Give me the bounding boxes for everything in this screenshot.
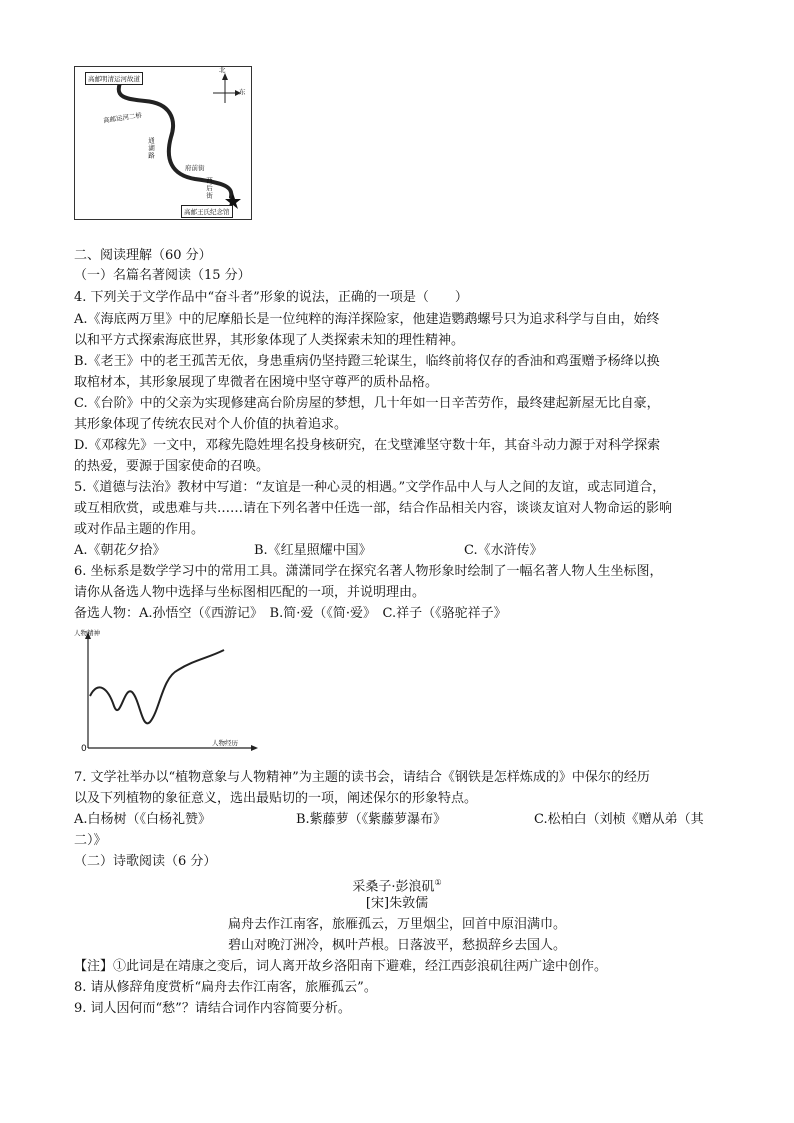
graph-life-curve (90, 650, 224, 723)
life-graph-drawing (78, 630, 278, 760)
part2-heading: （二）诗歌阅读（6 分） (74, 854, 217, 869)
graph-origin-label: 0 (81, 744, 87, 754)
q7-line1: 7. 文学社举办以“植物意象与人物精神”为主题的读书会，请结合《钢铁是怎样炼成的》中保尔的经历 (74, 770, 650, 785)
q7-option-c-cont: 二）》 (74, 833, 107, 848)
route-map-drawing (75, 67, 251, 219)
graph-x-label: 人物经历 (212, 739, 238, 747)
q6-line3: 备选人物：A.孙悟空（《西游记》 B.简·爱（《简·爱》 C.祥子（《骆驼祥子》 (74, 606, 507, 621)
q4-option-d-line2: 的热爱，要源于国家使命的召唤。 (74, 459, 270, 474)
q4-option-b-line2: 取棺材本，其形象展现了卑微者在困境中坚守尊严的质朴品格。 (74, 375, 439, 390)
q9-question: 9. 词人因何而“愁”？请结合词作内容简要分析。 (74, 1001, 351, 1016)
q5-option-a: A.《朝花夕拾》 (74, 543, 166, 558)
q7-option-c: C.松柏白（刘桢《赠从弟（其 (534, 812, 704, 827)
q4-option-d-line1: D.《邓稼先》一文中，邓稼先隐姓埋名投身核研究，在戈壁滩坚守数十年，其奋斗动力源于对科学探索 (74, 438, 661, 453)
q5-line3: 或对作品主题的作用。 (74, 522, 205, 537)
q4-option-b-line1: B.《老王》中的老王孤苦无依，身患重病仍坚持蹬三轮谋生，临终前将仅存的香油和鸡蛋赠予杨绛以换 (74, 354, 660, 369)
map-bridge-label: 高邮运河二桥 (102, 111, 143, 125)
map-road2-label: 府前街 (185, 164, 205, 172)
life-coordinate-graph (74, 629, 278, 760)
q6-line1: 6. 坐标系是数学学习中的常用工具。潇潇同学在探究名著人物形象时绘制了一幅名著人物人生坐标图， (74, 564, 663, 579)
q4-option-c-line1: C.《台阶》中的父亲为实现修建高台阶房屋的梦想，几十年如一日辛苦劳作，最终建起新屋无比自豪， (74, 396, 660, 411)
poem-annotation: 【注】①此词是在靖康之变后，词人离开故乡洛阳南下避难，经江西彭浪矶往两广途中创作。 (74, 959, 608, 974)
q4-option-c-line2: 其形象体现了传统农民对个人价值的执着追求。 (74, 417, 348, 432)
graph-y-label: 人物精神 (74, 629, 100, 637)
canal-route-line (119, 83, 232, 197)
graph-x-arrow (251, 745, 258, 751)
q5-option-b: B.《红星照耀中国》 (254, 543, 372, 558)
q5-line2: 或互相欣赏，或患难与共……请在下列名著中任选一部，结合作品相关内容，谈谈友谊对人物命运的影响 (74, 501, 673, 516)
poem-note-mark: ① (434, 878, 442, 887)
part1-heading: （一）名篇名著阅读（15 分） (74, 268, 251, 283)
q7-line2: 以及下列植物的象征意义，选出最贴切的一项，阐述保尔的形象特点。 (74, 791, 478, 806)
q4-option-a-line1: A.《海底两万里》中的尼摩船长是一位纯粹的海洋探险家，他建造鹦鹉螺号只为追求科学与自由，始终 (74, 312, 660, 327)
poem-title-text: 采桑子·彭浪矶 (352, 879, 435, 895)
q5-line1: 5.《道德与法治》教材中写道：“友谊是一种心灵的相遇。”文学作品中人与人之间的友谊，或志同道合， (74, 480, 666, 495)
map-start-label: 高邮明清运河故道 (85, 72, 143, 85)
q7-option-a: A.白杨树（《白杨礼赞》 (74, 812, 212, 827)
map-road3-label: 西后街 (205, 177, 213, 200)
map-destination-label: 高邮王氏纪念馆 (181, 205, 233, 218)
q5-option-c: C.《水浒传》 (464, 543, 543, 558)
route-map (74, 66, 252, 220)
q8-question: 8. 请从修辞角度赏析“扁舟去作江南客，旅雁孤云”。 (74, 980, 377, 995)
poem-author: [宋]朱敦儒 (365, 896, 429, 911)
map-east-label: 东 (239, 88, 246, 96)
north-arrow-icon (222, 73, 228, 80)
q4-option-a-line2: 以和平方式探索海底世界，其形象体现了人类探索未知的理性精神。 (74, 333, 465, 348)
q4-stem: 4. 下列关于文学作品中“奋斗者”形象的说法，正确的一项是（ ） (74, 290, 468, 305)
map-road1-label: 通湖路 (147, 137, 155, 160)
map-north-label: 北 (219, 66, 226, 74)
q6-line2: 请你从备选人物中选择与坐标图相匹配的一项，并说明理由。 (74, 585, 426, 600)
poem-line2: 碧山对晚汀洲冷，枫叶芦根。日落波平，愁损辞乡去国人。 (227, 938, 566, 953)
poem-line1: 扁舟去作江南客，旅雁孤云，万里烟尘，回首中原泪满巾。 (227, 917, 566, 932)
q7-option-b: B.紫藤萝（《紫藤萝瀑布》 (296, 812, 447, 827)
section-heading: 二、阅读理解（60 分） (74, 248, 212, 263)
